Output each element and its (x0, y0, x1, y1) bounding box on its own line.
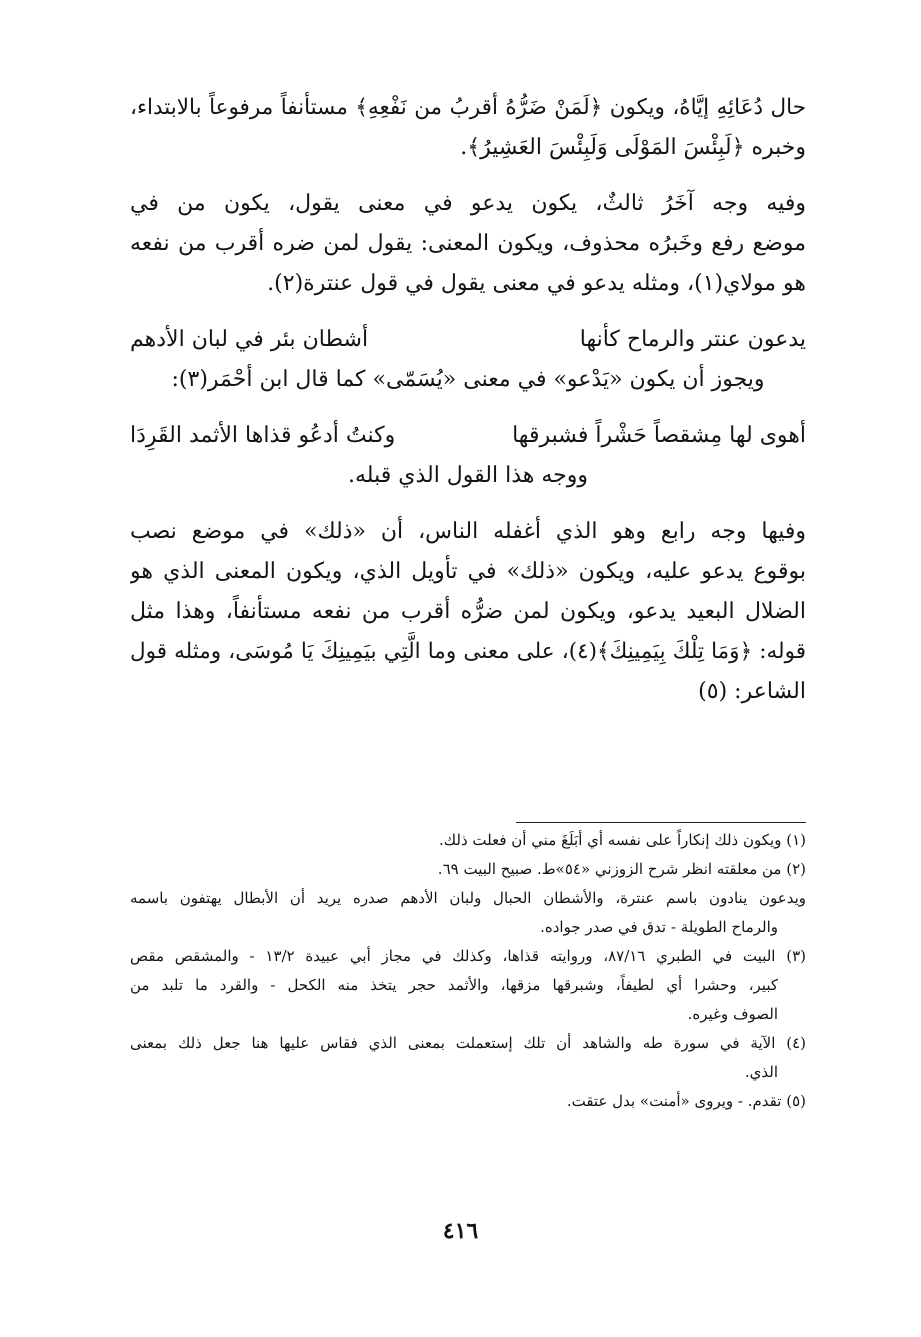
poetry-verse (130, 416, 806, 456)
footnote: (٥) تقدم. - ويروى «أمنت» بدل عتقت. (566, 1092, 806, 1110)
footnote-continuation: والرماح الطويلة - تدق في صدر جواده. (540, 918, 778, 936)
footnote: (١) ويكون ذلك إنكاراً على نفسه أي أبَلَغَ مني أن فعلت ذلك. (438, 831, 806, 849)
main-text (130, 88, 806, 712)
text-line: الشاعر: (٥) (698, 679, 806, 704)
verse-second-hemistich: وكنتُ أدعُو قذاها الأثمد القَرِدَا (130, 423, 396, 448)
text-line: قوله: ﴿وَمَا تِلْكَ بِيَمِينِكَ﴾(٤)، على معنى وما الَّتِي بيَمِينِكَ يَا مُوسَى، ومثله قول (130, 639, 806, 664)
footnote-continuation: الصوف وغيره. (687, 1005, 778, 1023)
footnotes (130, 826, 806, 1116)
text-line: هو مولاي(١)، ومثله يدعو في معنى يقول في قول عنترة(٢). (267, 271, 806, 296)
footnote-continuation: الذي. (744, 1063, 778, 1081)
text-line: وفيه وجه آخَرُ ثالثٌ، يكون يدعو في معنى يقول، يكون من في (130, 191, 806, 216)
text-line: وخبره ﴿لَبِئْسَ المَوْلَى وَلَبِئْسَ العَشِيرُ﴾. (460, 135, 806, 160)
verse-first-hemistich: أهوى لها مِشقصاً حَشْراً فشبرقها (512, 423, 806, 448)
text-line: ووجه هذا القول الذي قبله. (348, 463, 588, 488)
text-line: حال دُعَائِهِ إيَّاهُ، ويكون ﴿لَمَنْ ضَرُّهُ أقربُ من نَفْعِهِ﴾ مستأنفاً مرفوعاً بالابتداء، (130, 95, 806, 120)
footnote: (٤) الآية في سورة طه والشاهد أن تلك إستعملت بمعنى الذي فقاس عليها هنا جعل ذلك بمعنى (130, 1034, 806, 1052)
text-line: بوقوع يدعو عليه، ويكون «ذلك» في تأويل الذي، ويكون المعنى الذي هو (130, 559, 806, 584)
text-line: الضلال البعيد يدعو، ويكون لمن ضرُّه أقرب من نفعه مستأنفاً، وهذا مثل (130, 599, 806, 624)
footnote: (٣) البيت في الطبري ٨٧/١٦، وروايته قذاها، وكذلك في مجاز أبي عبيدة ١٣/٢ - والمشقص مقص (130, 947, 806, 965)
footnote: (٢) من معلقته انظر شرح الزوزني «٥٤»ط. صبيح البيت ٦٩. (437, 860, 806, 878)
verse-second-hemistich: أشطان بئر في لبان الأدهم (130, 327, 369, 352)
footnote-continuation: كبير، وحشرا أي لطيفاً، وشبرقها مزقها، والأثمد حجر يتخذ منه الكحل - والقرد ما تلبد من (130, 976, 779, 994)
verse-first-hemistich: يدعون عنتر والرماح كأنها (579, 327, 806, 352)
text-line: موضع رفع وخَبرُه محذوف، ويكون المعنى: يقول لمن ضره أقرب من نفعه (130, 231, 806, 256)
footnote-divider (516, 822, 806, 823)
footnote-continuation: ويدعون ينادون باسم عنترة، والأشطان الحبال ولبان الأدهم صدره يريد أن الأبطال يهتفون باسمه (130, 889, 806, 907)
poetry-verse (130, 320, 806, 360)
page-number: ٤١٦ (442, 1218, 479, 1244)
text-line: ويجوز أن يكون «يَدْعو» في معنى «يُسَمّى» كما قال ابن أحْمَر(٣): (171, 367, 765, 392)
text-line: وفيها وجه رابع وهو الذي أغفله الناس، أن «ذلك» في موضع نصب (130, 519, 806, 544)
